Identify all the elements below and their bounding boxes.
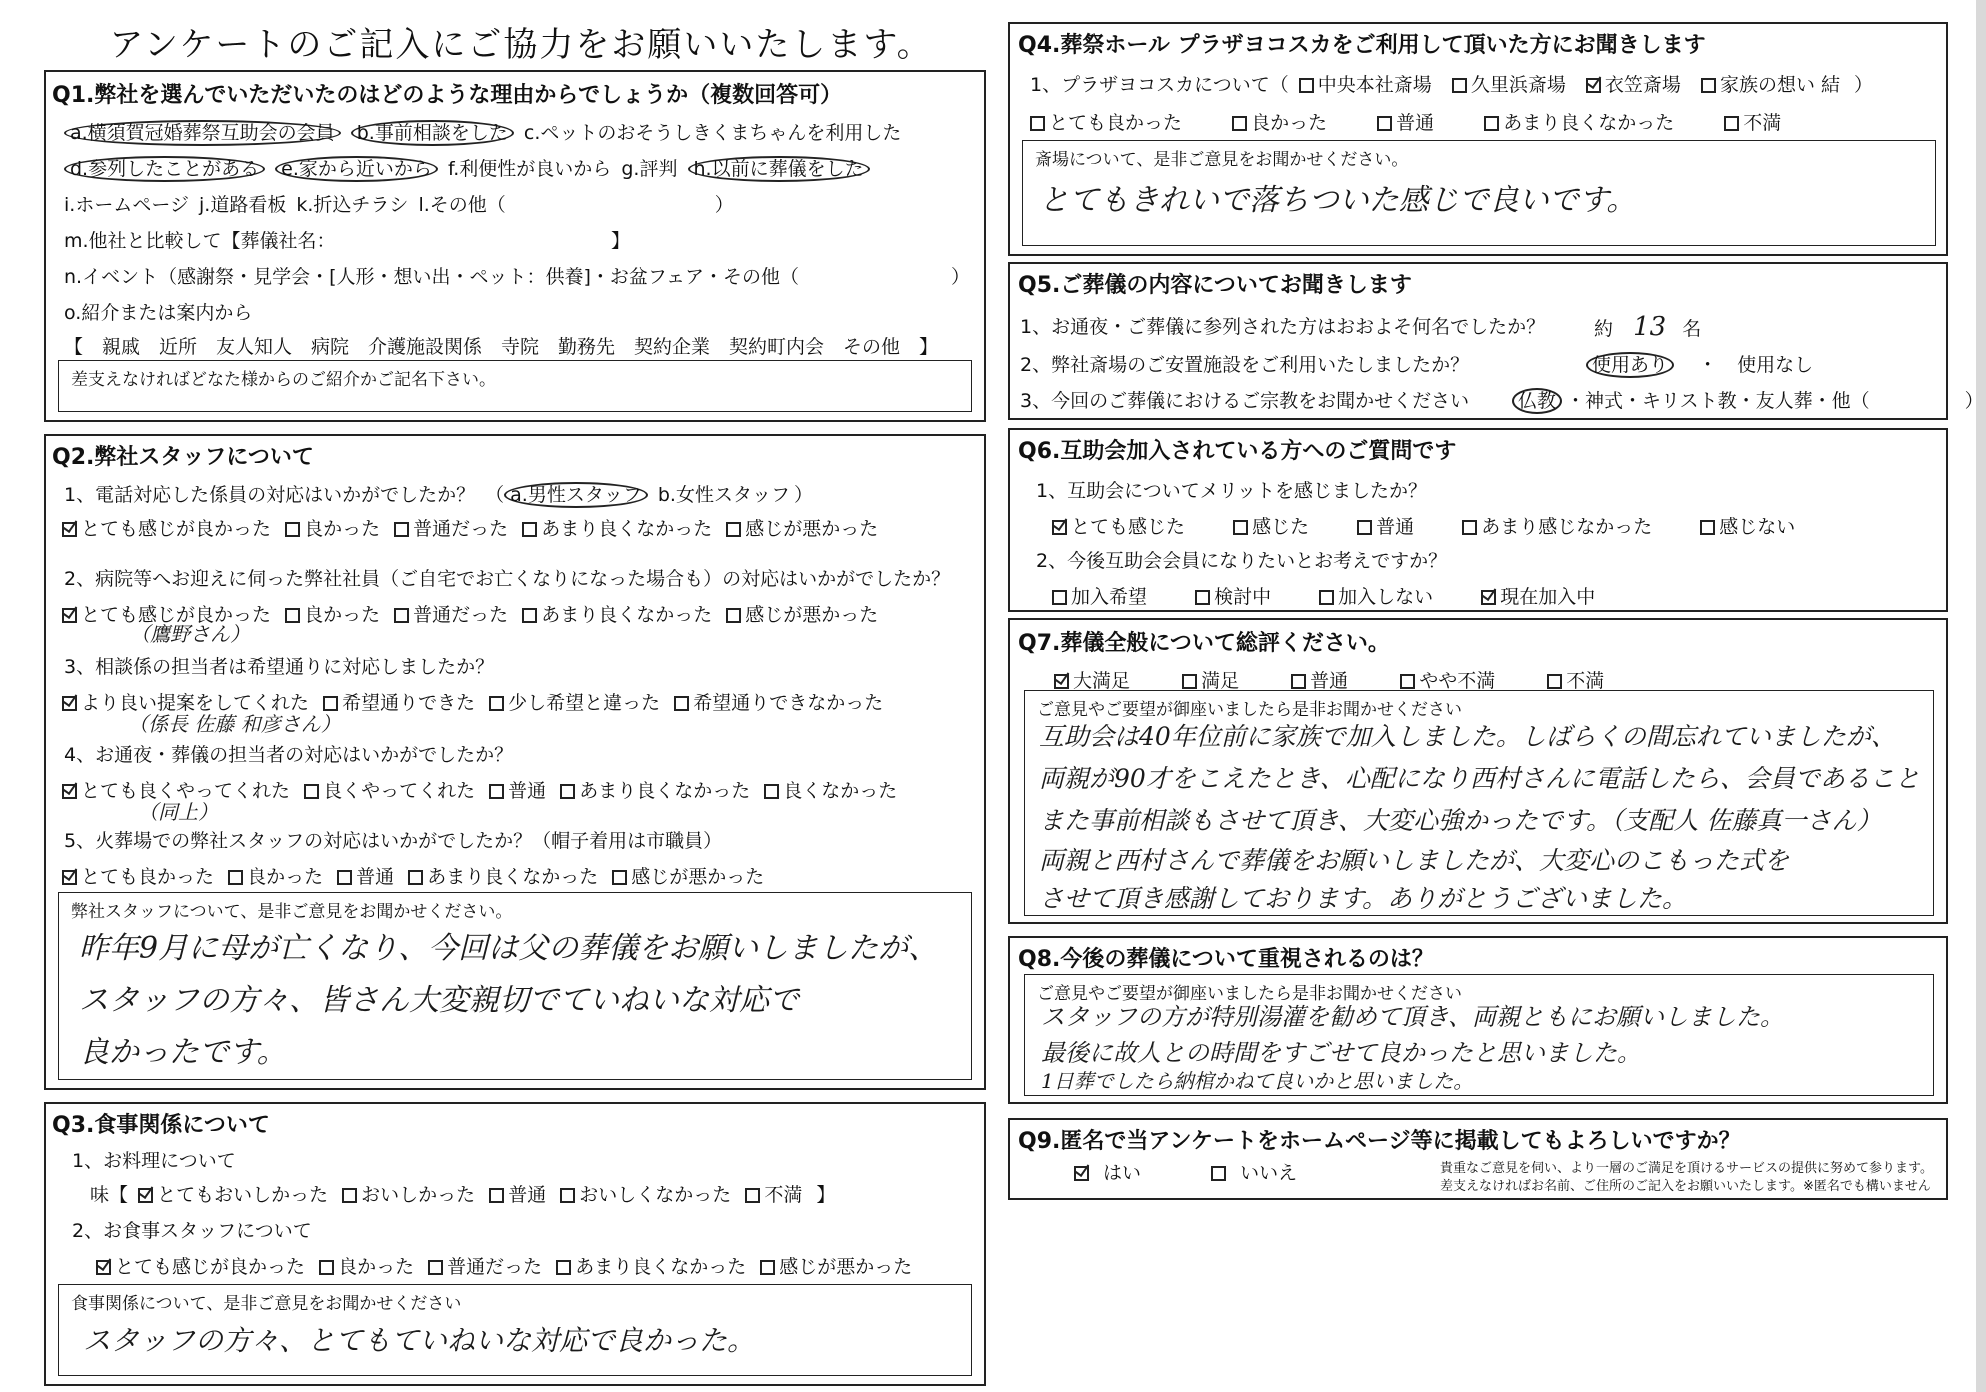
q1-option-k[interactable]: k.折込チラシ: [296, 194, 409, 216]
q8-comment-label: ご意見やご要望が御座いましたら是非お聞かせください: [1037, 984, 1462, 1004]
q2-question-2: 2、病院等へお迎えに伺った弊社社員（ご自宅でお亡くなりになった場合も）の対応はいかがでしたか？: [64, 568, 951, 590]
q2-q3-opt-1[interactable]: より良い提案をしてくれた: [62, 688, 313, 715]
q6-q2-opt-3[interactable]: 加入しない: [1319, 582, 1437, 609]
q1-option-e[interactable]: e.家から近いから: [275, 156, 438, 182]
checkbox-icon: [764, 784, 779, 799]
q7-opt-5[interactable]: 不満: [1547, 666, 1608, 693]
q2-q1-opt-5[interactable]: 感じが悪かった: [726, 514, 882, 541]
q7-heading: Q7.葬儀全般について総評ください。: [1018, 631, 1390, 656]
checkbox-checked-icon: [62, 608, 77, 623]
q6-question-2: 2、今後互助会会員になりたいとお考えですか？: [1036, 550, 1448, 572]
checkbox-checked-icon: [1052, 520, 1067, 535]
checkbox-icon: [1319, 590, 1334, 605]
q9-opt-no[interactable]: いいえ: [1211, 1158, 1301, 1185]
q2-heading: Q2.弊社スタッフについて: [52, 445, 314, 470]
q2-question-3: 3、相談係の担当者は希望通りに対応しましたか？: [64, 656, 495, 678]
checkbox-icon: [1233, 520, 1248, 535]
q5-attendees: [1594, 312, 1705, 342]
q7-comment-line-1: 互助会は40年位前に家族で加入しました。しばらくの間忘れていましたが、: [1039, 722, 1896, 751]
q4-opt-4[interactable]: あまり良くなかった: [1484, 108, 1678, 135]
q7-comment-line-3: また事前相談もさせて頂き、大変心強かったです。（支配人 佐藤真一さん）: [1039, 806, 1882, 835]
checkbox-checked-icon: [1054, 674, 1069, 689]
q7-comment-line-5: させて頂き感謝しております。ありがとうございました。: [1039, 884, 1688, 913]
q4-hall-3[interactable]: 衣笠斎場: [1586, 70, 1685, 97]
q2-q4-handwritten-note: （同上）: [138, 800, 218, 824]
checkbox-icon: [760, 1260, 775, 1275]
q3-heading: Q3.食事関係について: [52, 1113, 270, 1138]
q9-note-1: 貴重なご意見を伺い、より一層のご満足を頂けるサービスの提供に努めて参ります。: [1440, 1161, 1933, 1176]
q6-q1-opt-1[interactable]: とても感じた: [1052, 512, 1189, 539]
q1-option-n[interactable]: n.イベント（感謝祭・見学会・[人形・想い出・ペット：供養]・お盆フェア・その他（ ）: [64, 266, 970, 288]
q9-note-2: 差支えなければお名前、ご住所のご記入をお願いいたします。※匿名でも構いません: [1440, 1179, 1931, 1194]
checkbox-icon: [1299, 78, 1314, 93]
q1-option-i[interactable]: i.ホームページ: [64, 194, 189, 216]
checkbox-icon: [1462, 520, 1477, 535]
checkbox-icon: [342, 1188, 357, 1203]
q6-q1-opt-4[interactable]: あまり感じなかった: [1462, 512, 1656, 539]
q7-opt-2[interactable]: 満足: [1182, 666, 1243, 693]
q2-q1-opt-3[interactable]: 普通だった: [394, 514, 512, 541]
checkbox-icon: [394, 608, 409, 623]
q2-q3-opt-4[interactable]: 希望通りできなかった: [674, 688, 887, 715]
q5-question-3: 3、今回のご葬儀におけるご宗教をお聞かせください: [1020, 390, 1470, 412]
q2-comment-line-1: 昨年9月に母が亡くなり、今回は父の葬儀をお願いしましたが、: [79, 931, 939, 966]
checkbox-checked-icon: [62, 784, 77, 799]
q2-q5-opt-3[interactable]: 普通: [337, 862, 398, 889]
q9-options: [1074, 1158, 1305, 1185]
checkbox-icon: [556, 1260, 571, 1275]
q8-comment-line-2: 最後に故人との時間をすごせて良かったと思いました。: [1041, 1039, 1641, 1067]
checkbox-icon: [285, 522, 300, 537]
q9-heading: Q9.匿名で当アンケートをホームページ等に掲載してもよろしいですか？: [1018, 1129, 1741, 1154]
q2-q2-opt-4[interactable]: あまり良くなかった: [522, 600, 716, 627]
q5-heading: Q5.ご葬儀の内容についてお聞きします: [1018, 273, 1412, 298]
checkbox-icon: [1377, 116, 1392, 131]
q3-q1-options: [90, 1180, 839, 1207]
q3-comment-box[interactable]: [58, 1284, 972, 1376]
checkbox-icon: [1484, 116, 1499, 131]
q2-q1-options: [62, 514, 886, 541]
q8-comment-line-3: 1日葬でしたら納棺かねて良いかと思いました。: [1041, 1069, 1474, 1093]
q3-q1-opt-5[interactable]: 不満: [745, 1180, 806, 1207]
q2-comment-line-2: スタッフの方々、皆さん大変親切でていねいな対応で: [79, 983, 799, 1018]
checkbox-icon: [1030, 116, 1045, 131]
q2-q4-opt-1[interactable]: とても良くやってくれた: [62, 776, 294, 803]
q1-referral-label: 差支えなければどなた様からのご紹介かご記名下さい。: [71, 370, 496, 390]
q7-opt-4[interactable]: やや不満: [1400, 666, 1499, 693]
checkbox-icon: [522, 522, 537, 537]
q5-facility-yes[interactable]: 使用あり: [1586, 352, 1674, 378]
checkbox-checked-icon: [1586, 78, 1601, 93]
checkbox-icon: [304, 784, 319, 799]
checkbox-icon: [674, 696, 689, 711]
checkbox-checked-icon: [138, 1188, 153, 1203]
checkbox-icon: [1701, 78, 1716, 93]
q2-q2-opt-2[interactable]: 良かった: [285, 600, 384, 627]
q4-opt-3[interactable]: 普通: [1377, 108, 1438, 135]
q2-comment-line-3: 良かったです。: [79, 1035, 287, 1070]
q7-opt-3[interactable]: 普通: [1291, 666, 1352, 693]
checkbox-icon: [489, 1188, 504, 1203]
q1-option-b[interactable]: b.事前相談をした: [351, 120, 514, 146]
q1-referral-options[interactable]: 【 親戚 近所 友人知人 病院 介護施設関係 寺院 勤務先 契約企業 契約町内会 その他 】: [64, 336, 939, 358]
q3-q1-opt-4[interactable]: おいしくなかった: [560, 1180, 735, 1207]
page-title: アンケートのご記入にご協力をお願いいたします。: [109, 25, 933, 65]
q2-q2-opt-1[interactable]: とても感じが良かった: [62, 600, 275, 627]
q2-q5-opt-1[interactable]: とても良かった: [62, 862, 218, 889]
q2-q3-opt-2[interactable]: 希望通りできた: [323, 688, 479, 715]
checkbox-icon: [1232, 116, 1247, 131]
q6-q2-opt-4[interactable]: 現在加入中: [1481, 582, 1599, 609]
q1-option-c[interactable]: c.ペットのおそうしきくまちゃんを利用した: [523, 122, 902, 144]
q3-q2-opt-1[interactable]: とても感じが良かった: [96, 1252, 309, 1279]
checkbox-checked-icon: [1074, 1166, 1089, 1181]
checkbox-icon: [726, 522, 741, 537]
q1-reasons-line1: [64, 118, 905, 145]
checkbox-checked-icon: [62, 870, 77, 885]
q1-reasons-line3: [64, 190, 738, 217]
q2-question-1-text: 1、電話対応した係員の対応はいかがでしたか？: [64, 484, 476, 506]
q1-option-d[interactable]: d.参列したことがある: [64, 156, 265, 182]
q5-attendees-value[interactable]: 13: [1633, 312, 1667, 342]
q7-comment-box[interactable]: [1024, 690, 1934, 916]
q4-question-1: [1030, 70, 1877, 97]
q2-q2-opt-5[interactable]: 感じが悪かった: [726, 600, 882, 627]
q2-q4-opt-5[interactable]: 良くなかった: [764, 776, 901, 803]
q5-attendees-post: 名: [1682, 318, 1702, 340]
q3-question-1: 1、お料理について: [72, 1150, 236, 1172]
q2-q2-opt-3[interactable]: 普通だった: [394, 600, 512, 627]
q2-q2-handwritten-name: （鷹野さん）: [130, 622, 250, 646]
checkbox-icon: [428, 1260, 443, 1275]
checkbox-checked-icon: [96, 1260, 111, 1275]
q6-q2-opt-1[interactable]: 加入希望: [1052, 582, 1151, 609]
q2-question-1: 1、電話対応した係員の対応はいかがでしたか？ （ a.男性スタッフ b.女性スタッフ ）: [64, 484, 813, 506]
q3-comment-label: 食事関係について、是非ご意見をお聞かせください: [71, 1294, 462, 1314]
checkbox-icon: [319, 1260, 334, 1275]
checkbox-icon: [1195, 590, 1210, 605]
checkbox-icon: [1052, 590, 1067, 605]
q1-option-j[interactable]: j.道路看板: [199, 194, 287, 216]
q2-staff-male[interactable]: a.男性スタッフ: [504, 482, 648, 508]
q5-facility-options: [1586, 350, 1817, 377]
q8-comment-line-1: スタッフの方が特別湯灌を勧めて頂き、両親ともにお願いしました。: [1041, 1003, 1785, 1031]
checkbox-checked-icon: [1481, 590, 1496, 605]
q5-question-1: 1、お通夜・ご葬儀に参列された方はおおよそ何名でしたか？: [1020, 316, 1546, 338]
q6-q2-options: [1052, 582, 1603, 609]
checkbox-icon: [1211, 1166, 1226, 1181]
q6-q1-opt-2[interactable]: 感じた: [1233, 512, 1313, 539]
q5-question-2: 2、弊社斎場のご安置施設をご利用いたしましたか？: [1020, 354, 1470, 376]
checkbox-icon: [1357, 520, 1372, 535]
q2-question-4: 4、お通夜・葬儀の担当者の対応はいかがでしたか？: [64, 744, 514, 766]
q6-q2-opt-2[interactable]: 検討中: [1195, 582, 1275, 609]
checkbox-icon: [522, 608, 537, 623]
checkbox-icon: [408, 870, 423, 885]
page-edge: [1976, 0, 1986, 1392]
q9-opt-yes[interactable]: はい: [1074, 1158, 1145, 1185]
q5-religion-others[interactable]: ・神式・キリスト教・友人葬・他（ ）: [1566, 390, 1984, 412]
q4-opt-5[interactable]: 不満: [1724, 108, 1785, 135]
q1-option-m[interactable]: m.他社と比較して【葬儀社名： 】: [64, 230, 631, 252]
checkbox-icon: [1724, 116, 1739, 131]
q2-staff-female[interactable]: b.女性スタッフ: [657, 484, 790, 506]
q5-attendees-pre: 約: [1594, 318, 1614, 340]
q4-comment-box[interactable]: [1022, 140, 1936, 246]
q1-option-a[interactable]: a.横須賀冠婚葬祭互助会の会員: [64, 120, 341, 146]
q5-facility-sep: ・: [1698, 354, 1718, 376]
q4-rating-options: [1030, 108, 1789, 135]
q3-comment-text: スタッフの方々、とてもていねいな対応で良かった。: [83, 1324, 756, 1357]
q2-q1-opt-1[interactable]: とても感じが良かった: [62, 514, 275, 541]
q2-q3-handwritten-name: （係長 佐藤 和彦さん）: [128, 712, 341, 736]
q4-opt-1[interactable]: とても良かった: [1030, 108, 1186, 135]
checkbox-icon: [1700, 520, 1715, 535]
checkbox-icon: [726, 608, 741, 623]
q4-heading: Q4.葬祭ホール プラザヨコスカをご利用して頂いた方にお聞きします: [1018, 33, 1706, 58]
checkbox-icon: [1291, 674, 1306, 689]
checkbox-icon: [337, 870, 352, 885]
q2-q3-opt-3[interactable]: 少し希望と違った: [489, 688, 664, 715]
q2-q5-opt-4[interactable]: あまり良くなかった: [408, 862, 602, 889]
q7-comment-line-2: 両親が90才をこえたとき、心配になり西村さんに電話したら、会員であること: [1039, 764, 1920, 793]
q1-option-g[interactable]: g.評判: [621, 158, 678, 180]
checkbox-icon: [228, 870, 243, 885]
q2-q4-opt-3[interactable]: 普通: [489, 776, 550, 803]
q3-q1-opt-2[interactable]: おいしかった: [342, 1180, 479, 1207]
checkbox-icon: [560, 784, 575, 799]
q4-comment-label: 斎場について、是非ご意見をお聞かせください。: [1035, 150, 1409, 170]
q7-opt-1[interactable]: 大満足: [1054, 666, 1134, 693]
q3-q2-opt-5[interactable]: 感じが悪かった: [760, 1252, 916, 1279]
q5-facility-no[interactable]: 使用なし: [1737, 354, 1814, 376]
checkbox-checked-icon: [62, 696, 77, 711]
q4-question-1-text: 1、プラザヨコスカについて（: [1030, 74, 1289, 96]
q2-comment-label: 弊社スタッフについて、是非ご意見をお聞かせください。: [71, 902, 513, 922]
q3-taste-label: 味【: [90, 1184, 129, 1206]
q3-question-2: 2、お食事スタッフについて: [72, 1220, 312, 1242]
q3-q2-options: [96, 1252, 920, 1279]
checkbox-icon: [1547, 674, 1562, 689]
checkbox-icon: [489, 696, 504, 711]
checkbox-icon: [1452, 78, 1467, 93]
q2-q5-options: [62, 862, 772, 889]
checkbox-icon: [560, 1188, 575, 1203]
q2-q5-opt-2[interactable]: 良かった: [228, 862, 327, 889]
q2-q4-opt-2[interactable]: 良くやってくれた: [304, 776, 479, 803]
q1-option-o[interactable]: o.紹介または案内から: [64, 302, 253, 324]
q3-q2-opt-3[interactable]: 普通だった: [428, 1252, 546, 1279]
q7-comment-label: ご意見やご要望が御座いましたら是非お聞かせください: [1037, 700, 1462, 720]
q4-hall-4[interactable]: 家族の想い 結: [1701, 70, 1844, 97]
q2-q1-opt-4[interactable]: あまり良くなかった: [522, 514, 716, 541]
q4-comment-text: とてもきれいで落ちついた感じで良いです。: [1039, 183, 1637, 218]
q6-q1-opt-3[interactable]: 普通: [1357, 512, 1418, 539]
q1-option-f[interactable]: f.利便性が良いから: [447, 158, 612, 180]
q4-hall-2[interactable]: 久里浜斎場: [1452, 70, 1570, 97]
q2-question-5: 5、火葬場での弊社スタッフの対応はいかがでしたか？（帽子着用は市職員）: [64, 830, 723, 852]
q2-q1-opt-2[interactable]: 良かった: [285, 514, 384, 541]
checkbox-icon: [394, 522, 409, 537]
q1-option-h[interactable]: h.以前に葬儀をした: [688, 156, 870, 182]
checkbox-icon: [1400, 674, 1415, 689]
q6-heading: Q6.互助会加入されている方へのご質問です: [1018, 439, 1457, 464]
q7-comment-line-4: 両親と西村さんで葬儀をお願いしましたが、大変心のこもった式を: [1039, 846, 1790, 875]
q5-religion-buddhism[interactable]: 仏教: [1512, 388, 1562, 414]
checkbox-checked-icon: [62, 522, 77, 537]
q3-q1-opt-3[interactable]: 普通: [489, 1180, 550, 1207]
checkbox-icon: [285, 608, 300, 623]
q4-opt-2[interactable]: 良かった: [1232, 108, 1331, 135]
q8-comment-box[interactable]: [1024, 974, 1934, 1096]
q3-q2-opt-4[interactable]: あまり良くなかった: [556, 1252, 750, 1279]
q1-option-l[interactable]: l.その他（ ）: [418, 194, 734, 216]
q3-q1-opt-1[interactable]: とてもおいしかった: [138, 1180, 332, 1207]
q3-taste-close: 】: [816, 1184, 836, 1206]
q6-question-1: 1、互助会についてメリットを感じましたか？: [1036, 480, 1427, 502]
q2-q4-opt-4[interactable]: あまり良くなかった: [560, 776, 754, 803]
q6-q1-options: [1052, 512, 1803, 539]
q2-comment-box[interactable]: [58, 892, 972, 1080]
checkbox-icon: [489, 784, 504, 799]
q7-options: [1054, 666, 1612, 693]
checkbox-icon: [612, 870, 627, 885]
q1-reasons-line2: [64, 154, 874, 181]
checkbox-icon: [745, 1188, 760, 1203]
q6-q1-opt-5[interactable]: 感じない: [1700, 512, 1799, 539]
q2-q5-opt-5[interactable]: 感じが悪かった: [612, 862, 768, 889]
q8-heading: Q8.今後の葬儀について重視されるのは？: [1018, 947, 1434, 972]
q1-referral-box[interactable]: [58, 360, 972, 412]
q4-hall-1[interactable]: 中央本社斎場: [1299, 70, 1436, 97]
q1-heading: Q1.弊社を選んでいただいたのはどのような理由からでしょうか（複数回答可）: [52, 83, 843, 108]
q3-q2-opt-2[interactable]: 良かった: [319, 1252, 418, 1279]
q4-question-1-close: ）: [1854, 74, 1874, 96]
checkbox-icon: [1182, 674, 1197, 689]
q5-religion-options: [1512, 386, 1986, 413]
